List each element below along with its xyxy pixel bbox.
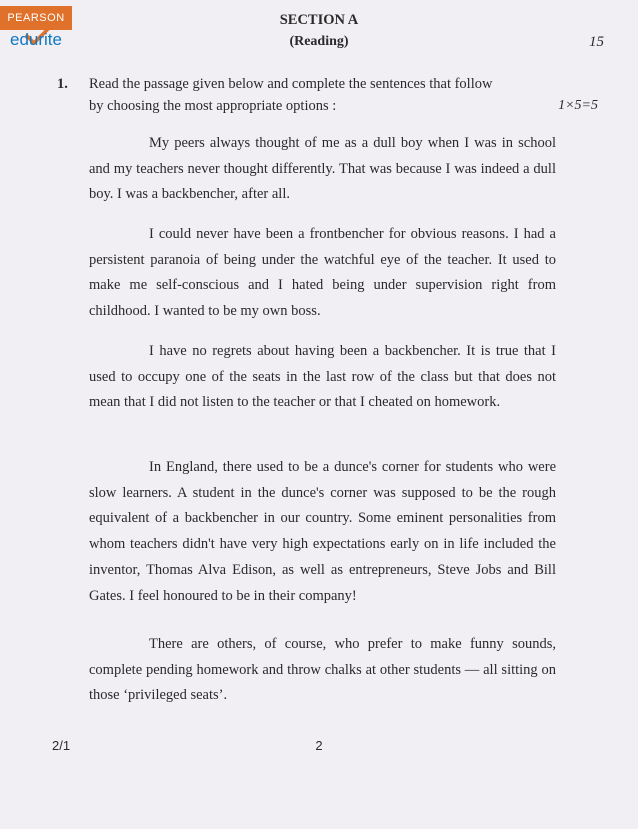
question-number: 1.	[57, 76, 68, 92]
passage-paragraph: In England, there used to be a dunce's corner for students who were slow learners. A student in the dunce's corner was supposed to be the rough equivalent of a backbencher in our country. Some eminent personalities from whom teachers didn't have very high expectations early on in life included the inventor, Thomas Alva Edison, as well as entrepreneurs, Steve Jobs and Bill Gates. I feel honoured to be in their company!	[89, 459, 556, 604]
question-instruction-line2: by choosing the most appropriate options :	[89, 98, 337, 114]
section-title: SECTION A	[279, 12, 359, 28]
total-marks: 15	[589, 34, 604, 50]
passage-paragraph: There are others, of course, who prefer to make funny sounds, complete pending homework and throw chalks at other students — all sitting on those ‘privileged seats’.	[89, 636, 556, 704]
question-instruction-line1: Read the passage given below and complete the sentences that follow	[89, 76, 493, 92]
section-subtitle: (Reading)	[289, 34, 349, 49]
edurite-logo: edurite	[10, 30, 62, 49]
passage-paragraph: My peers always thought of me as a dull boy when I was in school and my teachers never thought differently. That was because I was indeed a dull boy. I was a backbencher, after all.	[89, 135, 556, 203]
publisher-name: PEARSON	[7, 12, 65, 24]
passage-paragraph: I have no regrets about having been a backbencher. It is true that I used to occupy one of the seats in the last row of the class but that does not mean that I did not listen to the teacher or that I cheated on homework.	[89, 343, 556, 411]
passage-paragraph: I could never have been a frontbencher for obvious reasons. I had a persistent paranoia of being under the watchful eye of the teacher. It used to make me self-conscious and I hated being under supervision right from childhood. I wanted to be my own boss.	[89, 226, 556, 320]
page-number: 2	[315, 738, 323, 753]
paper-code: 2/1	[52, 738, 71, 753]
question-marks: 1×5=5	[558, 98, 598, 113]
